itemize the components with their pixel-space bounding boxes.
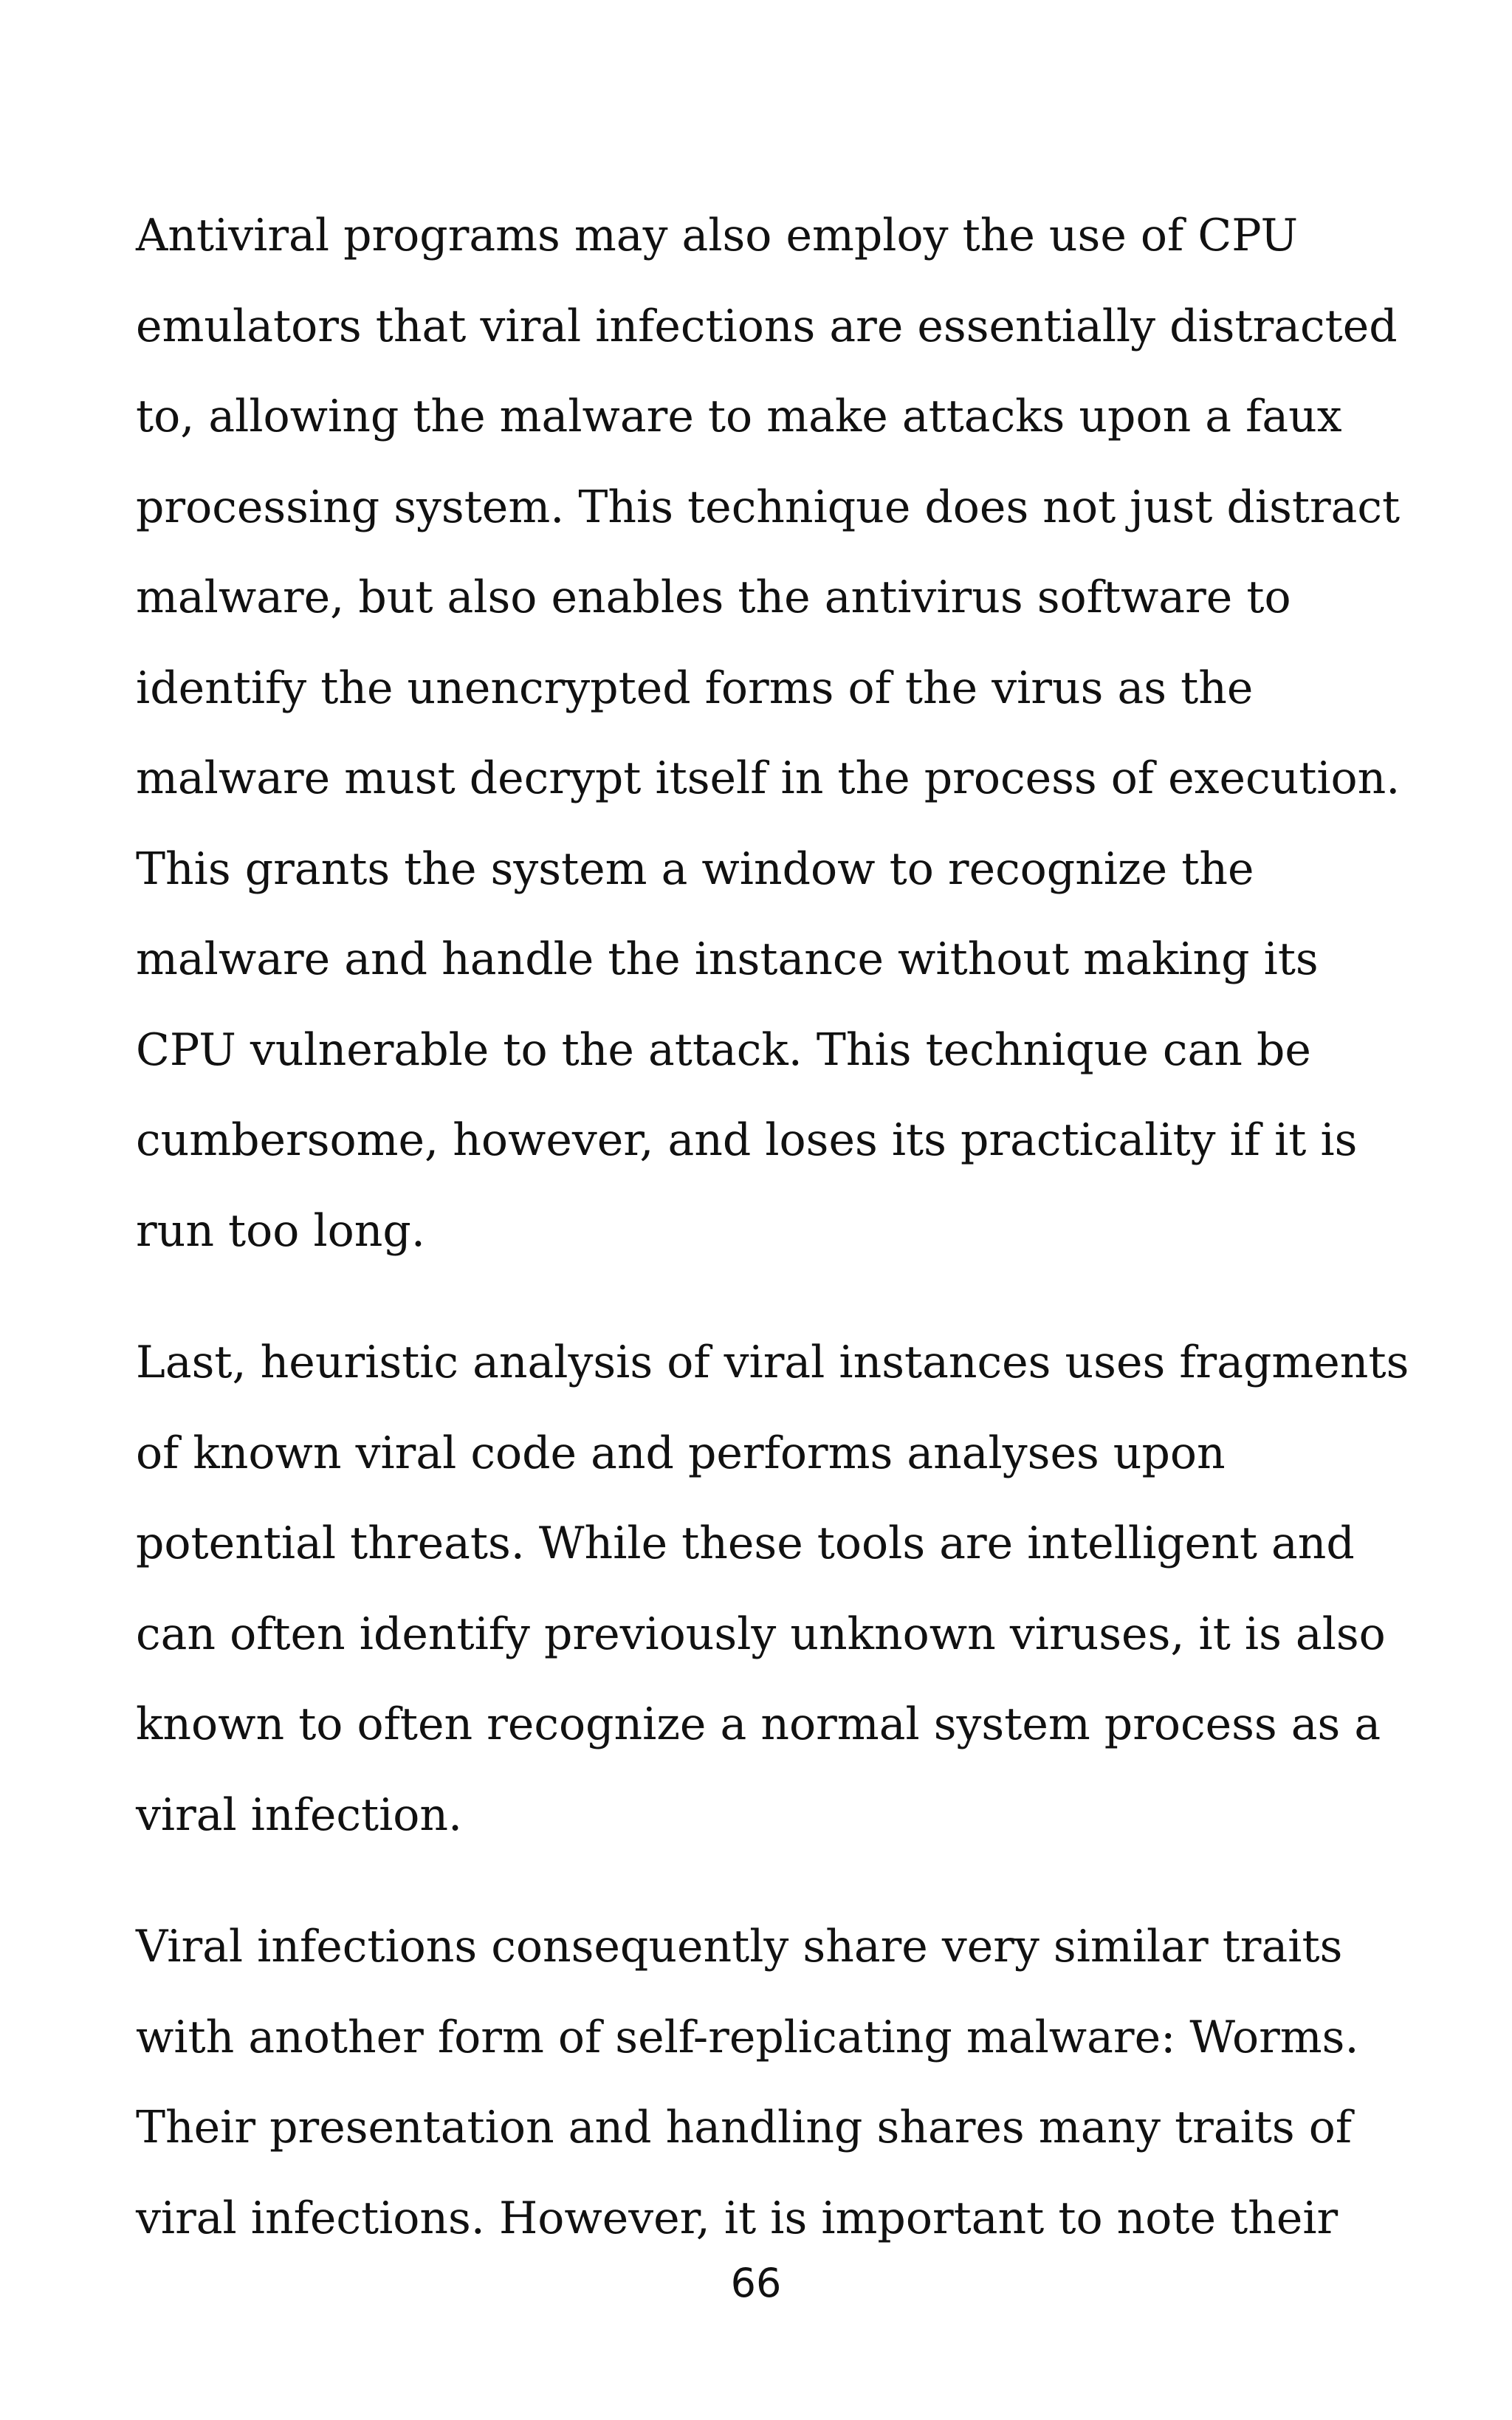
paragraph-cpu-emulators xyxy=(136,191,1401,1276)
text-line: processing system. This technique does not just distract xyxy=(136,481,1401,533)
text-line: Viral infections consequently share very similar traits xyxy=(136,1921,1343,1972)
text-line: identify the unencrypted forms of the virus as the xyxy=(136,662,1254,714)
text-line: viral infections. However, it is important to note their xyxy=(136,2192,1339,2244)
paragraph-worms xyxy=(136,1902,1391,2263)
text-line: malware must decrypt itself in the process of execution. xyxy=(136,753,1401,804)
text-line: of known viral code and performs analyses upon xyxy=(136,1427,1226,1479)
text-line: CPU vulnerable to the attack. This technique can be xyxy=(136,1024,1311,1076)
text-line: Last, heuristic analysis of viral instances uses fragments xyxy=(136,1337,1409,1388)
text-line: malware and handle the instance without making its xyxy=(136,933,1319,985)
text-line: potential threats. While these tools are intelligent and xyxy=(136,1518,1355,1569)
text-line: run too long. xyxy=(136,1204,425,1257)
text-line: Antiviral programs may also employ the use of CPU xyxy=(136,210,1299,261)
text-line: This grants the system a window to recognize the xyxy=(136,843,1254,895)
text-line: malware, but also enables the antivirus software to xyxy=(136,572,1291,623)
text-line: Their presentation and handling shares many traits of xyxy=(136,2102,1353,2153)
text-line: known to often recognize a normal system process as a xyxy=(136,1699,1381,1750)
body-text xyxy=(136,191,1409,2305)
text-line: cumbersome, however, and loses its practicality if it is xyxy=(136,1114,1358,1166)
paragraph-heuristic-analysis xyxy=(136,1317,1409,1860)
text-line: with another form of self-replicating malware: Worms. xyxy=(136,2011,1359,2063)
text-line: can often identify previously unknown viruses, it is also xyxy=(136,1608,1386,1660)
text-line: emulators that viral infections are essentially distracted xyxy=(136,300,1398,352)
text-line: viral infection. xyxy=(136,1789,463,1841)
page-number: 66 xyxy=(730,2260,782,2306)
text-line: to, allowing the malware to make attacks upon a faux xyxy=(136,391,1342,442)
